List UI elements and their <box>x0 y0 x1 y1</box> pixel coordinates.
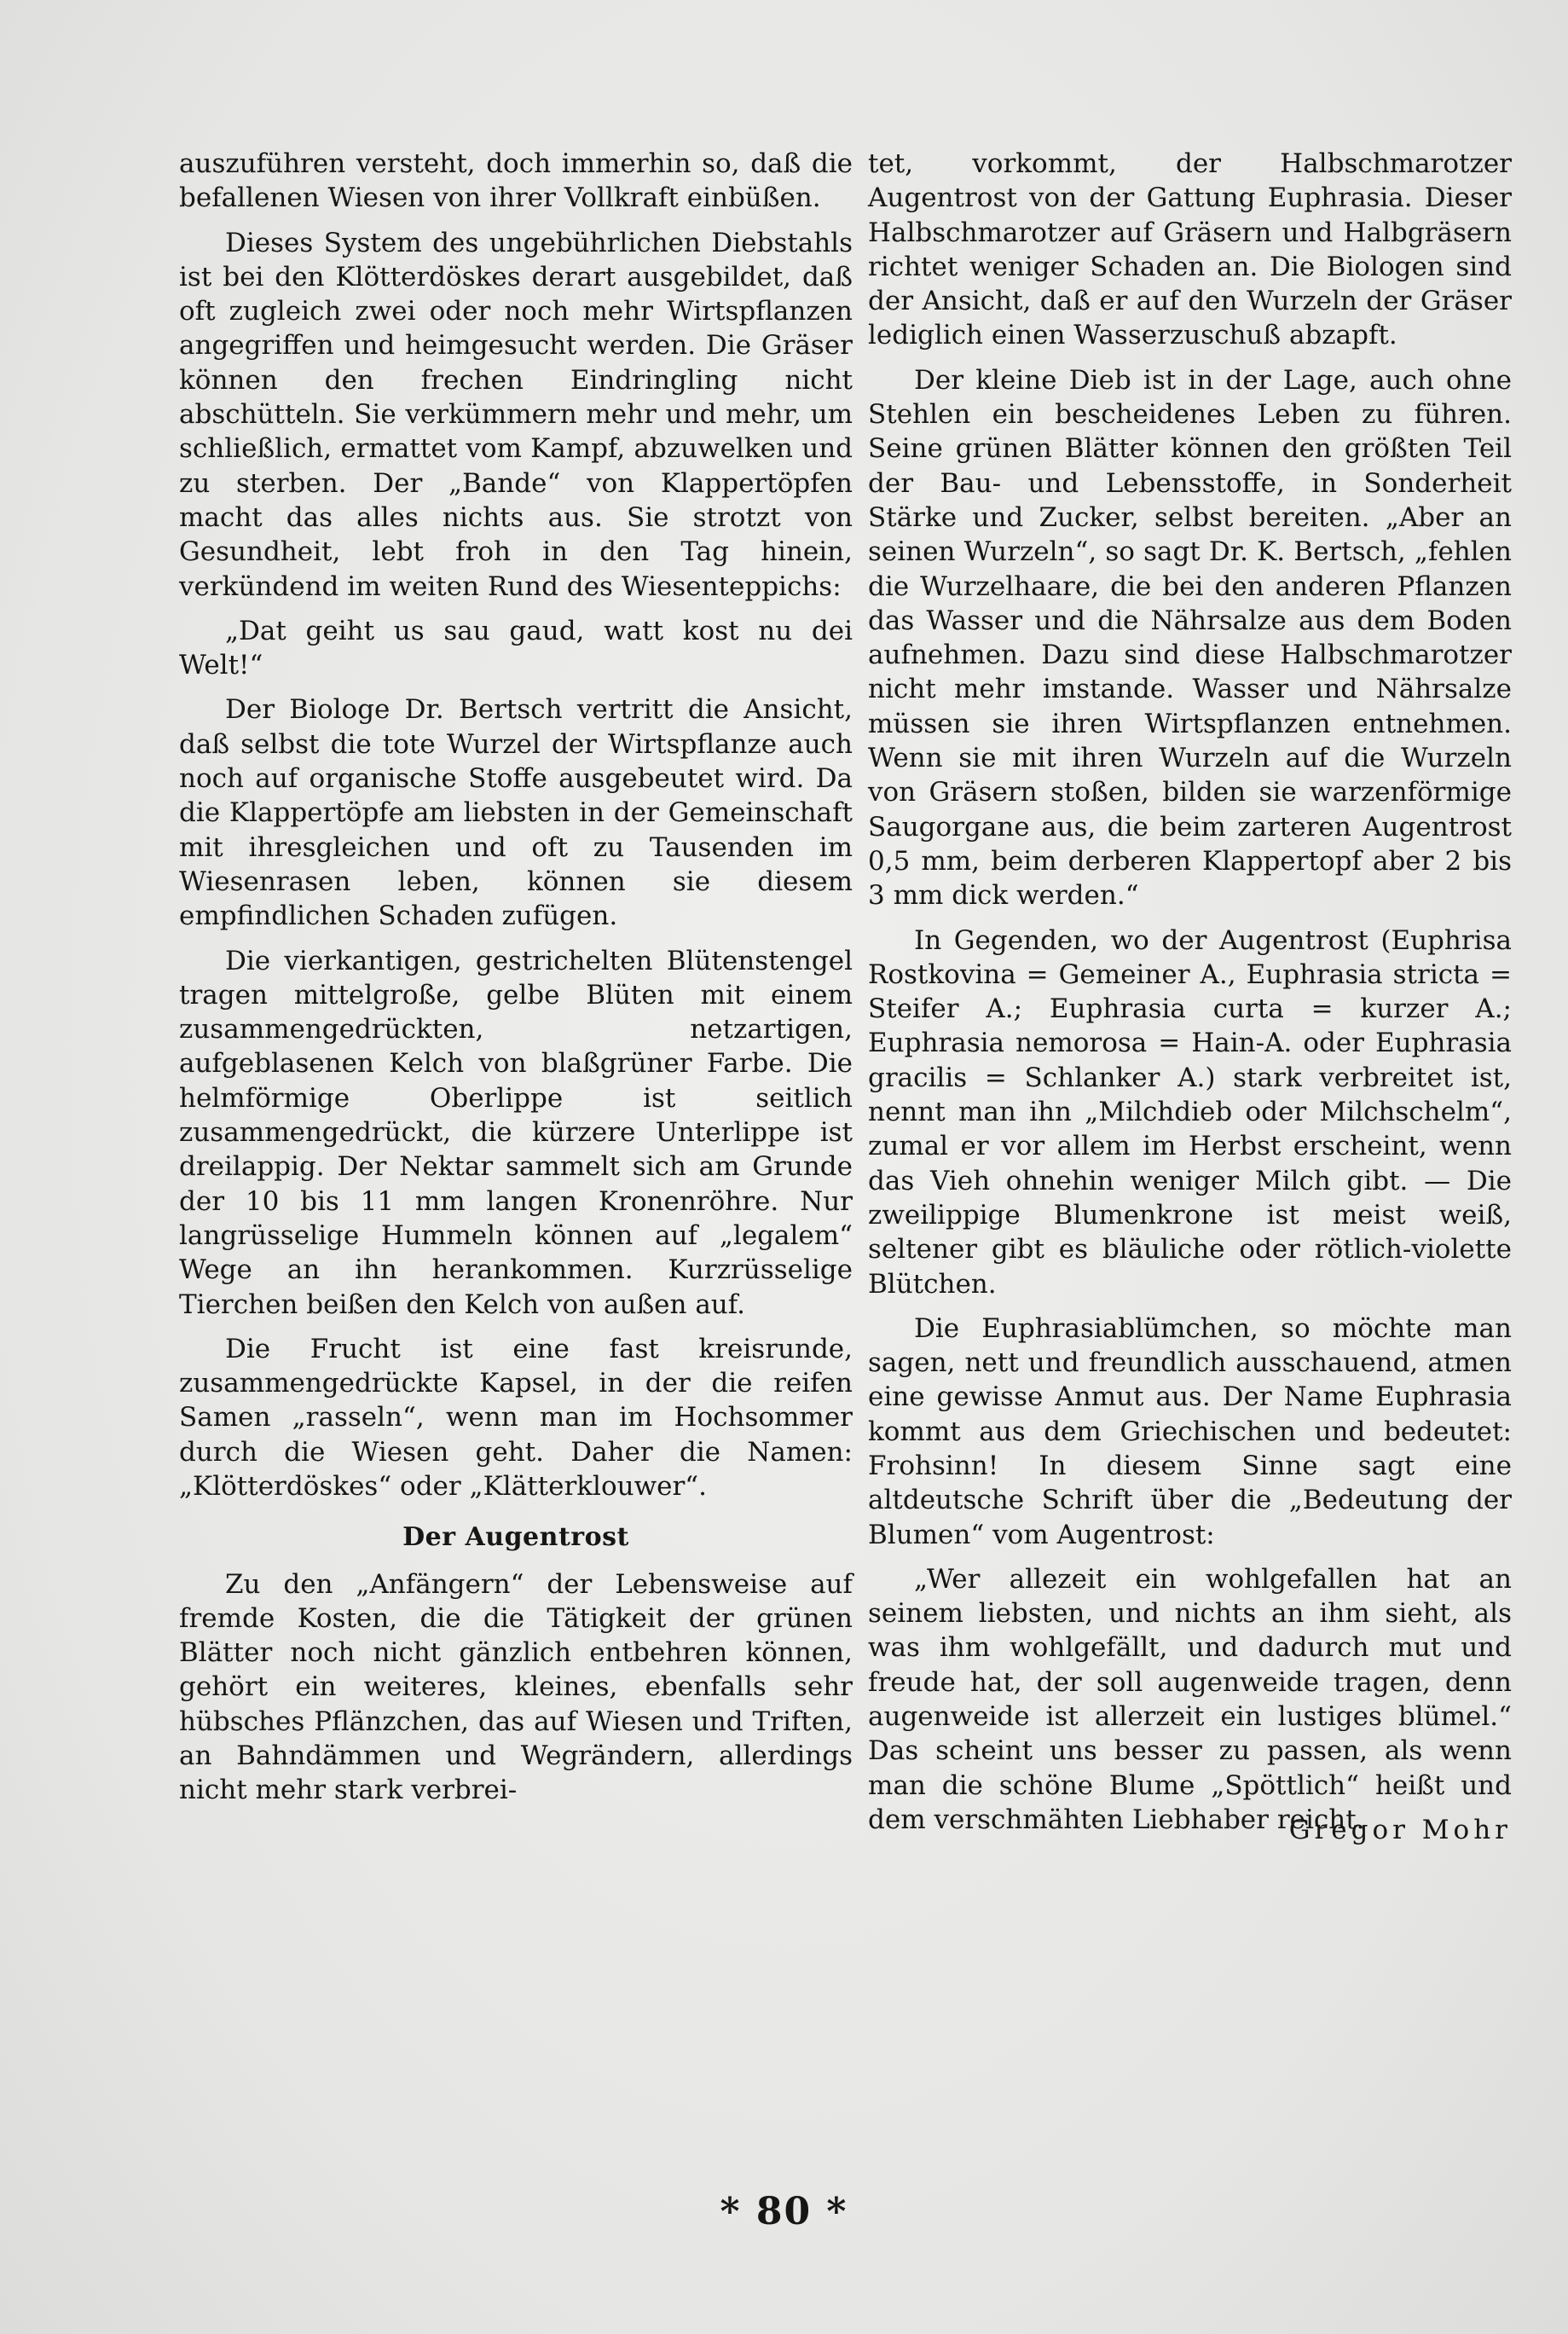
paragraph: Die vierkantigen, gestrichelten Blütenstengel tragen mittelgroße, gelbe Blüten mit einem zusammengedrückten, netzartigen, aufgeblasenen Kelch von blaßgrüner Farbe. Die helmförmige Oberlippe ist seitlich zusammengedrückt, die kürzere Unterlippe ist dreilappig. Der Nektar sammelt sich am Grunde der 10 bis 11 mm langen Kronenröhre. Nur langrüsselige Hummeln können auf „legalem“ Wege an ihn herankommen. Kurzrüsselige Tierchen beißen den Kelch von außen auf. <box>179 945 853 1320</box>
paragraph: In Gegenden, wo der Augentrost (Euphrisa Rostkovina = Gemeiner A., Euphrasia stricta = Steifer A.; Euphrasia curta = kurzer A.; Euphrasia nemorosa = Hain-A. oder Euphrasia gracilis = Schlanker A.) stark verbreitet ist, nennt man ihn „Milchdieb oder Milchschelm“, zumal er vor allem im Herbst erscheint, wenn das Vieh ohnehin weniger Milch gibt. — Die zweilippige Blumenkrone ist meist weiß, seltener gibt es bläuliche oder rötlich-violette Blütchen. <box>868 924 1512 1300</box>
section-heading: Der Augentrost <box>402 1522 629 1553</box>
left-column <box>179 147 853 1818</box>
paragraph: Die Frucht ist eine fast kreisrunde, zusammengedrückte Kapsel, in der die reifen Samen „rasseln“, wenn man im Hochsommer durch die Wiesen geht. Daher die Namen: „Klötterdöskes“ oder „Klätterklouwer“. <box>179 1333 853 1502</box>
quote-paragraph: „Dat geiht us sau gaud, watt kost nu dei Welt!“ <box>179 615 853 681</box>
paragraph: Der kleine Dieb ist in der Lage, auch ohne Stehlen ein bescheidenes Leben zu führen. Seine grünen Blätter können den größten Teil der Bau- und Lebensstoffe, in Sonderheit Stärke und Zucker, selbst bereiten. „Aber an seinen Wurzeln“, so sagt Dr. K. Bertsch, „fehlen die Wurzelhaare, die bei den anderen Pflanzen das Wasser und die Nährsalze aus dem Boden aufnehmen. Dazu sind diese Halbschmarotzer nicht mehr imstande. Wasser und Nährsalze müssen sie ihren Wirtspflanzen entnehmen. Wenn sie mit ihren Wurzeln auf die Wurzeln von Gräsern stoßen, bilden sie warzenförmige Saugorgane aus, die beim zarteren Augentrost 0,5 mm, beim derberen Klappertopf aber 2 bis 3 mm dick werden.“ <box>868 364 1512 912</box>
paragraph: Die Euphrasiablümchen, so möchte man sagen, nett und freundlich ausschauend, atmen eine gewisse Anmut aus. Der Name Euphrasia kommt aus dem Griechischen und bedeutet: Frohsinn! In diesem Sinne sagt eine altdeutsche Schrift über die „Bedeutung der Blumen“ vom Augentrost: <box>868 1312 1512 1550</box>
page-number: * 80 * <box>720 2190 848 2233</box>
paragraph: Dieses System des ungebührlichen Diebstahls ist bei den Klötterdöskes derart ausgebildet, daß oft zugleich zwei oder noch mehr Wirtspflanzen angegriffen und heimgesucht werden. Die Gräser können den frechen Eindringling nicht abschütteln. Sie verkümmern mehr und mehr, um schließlich, ermattet vom Kampf, abzuwelken und zu sterben. Der „Bande“ von Klappertöpfen macht das alles nichts aus. Sie strotzt von Gesundheit, lebt froh in den Tag hinein, verkündend im weiten Rund des Wiesenteppichs: <box>179 227 853 602</box>
paragraph: Der Biologe Dr. Bertsch vertritt die Ansicht, daß selbst die tote Wurzel der Wirtspflanze auch noch auf organische Stoffe ausgebeutet wird. Da die Klappertöpfe am liebsten in der Gemeinschaft mit ihresgleichen und oft zu Tausenden im Wiesenrasen leben, können sie diesem empfindlichen Schaden zufügen. <box>179 694 853 932</box>
paragraph: auszuführen versteht, doch immerhin so, daß die befallenen Wiesen von ihrer Vollkraft einbüßen. <box>179 148 853 214</box>
right-column <box>868 147 1512 1848</box>
paragraph: Zu den „Anfängern“ der Lebensweise auf fremde Kosten, die die Tätigkeit der grünen Blätter noch nicht gänzlich entbehren können, gehört ein weiteres, kleines, ebenfalls sehr hübsches Pflänzchen, das auf Wiesen und Triften, an Bahndämmen und Wegrändern, allerdings nicht mehr stark verbrei- <box>179 1568 853 1806</box>
author-signature: Gregor Mohr <box>1288 1815 1512 1846</box>
paragraph: tet, vorkommt, der Halbschmarotzer Augentrost von der Gattung Euphrasia. Dieser Halbschmarotzer auf Gräsern und Halbgräsern richtet weniger Schaden an. Die Biologen sind der Ansicht, daß er auf den Wurzeln der Gräser lediglich einen Wasserzuschuß abzapft. <box>868 148 1512 351</box>
quote-paragraph: „Wer allezeit ein wohlgefallen hat an seinem liebsten, und nichts an ihm sieht, als was ihm wohlgefällt, und dadurch mut und freude hat, der soll augenweide tragen, denn augenweide ist allerzeit ein lustiges blümel.“ Das scheint uns besser zu passen, als wenn man die schöne Blume „Spöttlich“ heißt und dem verschmähten Liebhaber reicht. <box>868 1563 1512 1835</box>
